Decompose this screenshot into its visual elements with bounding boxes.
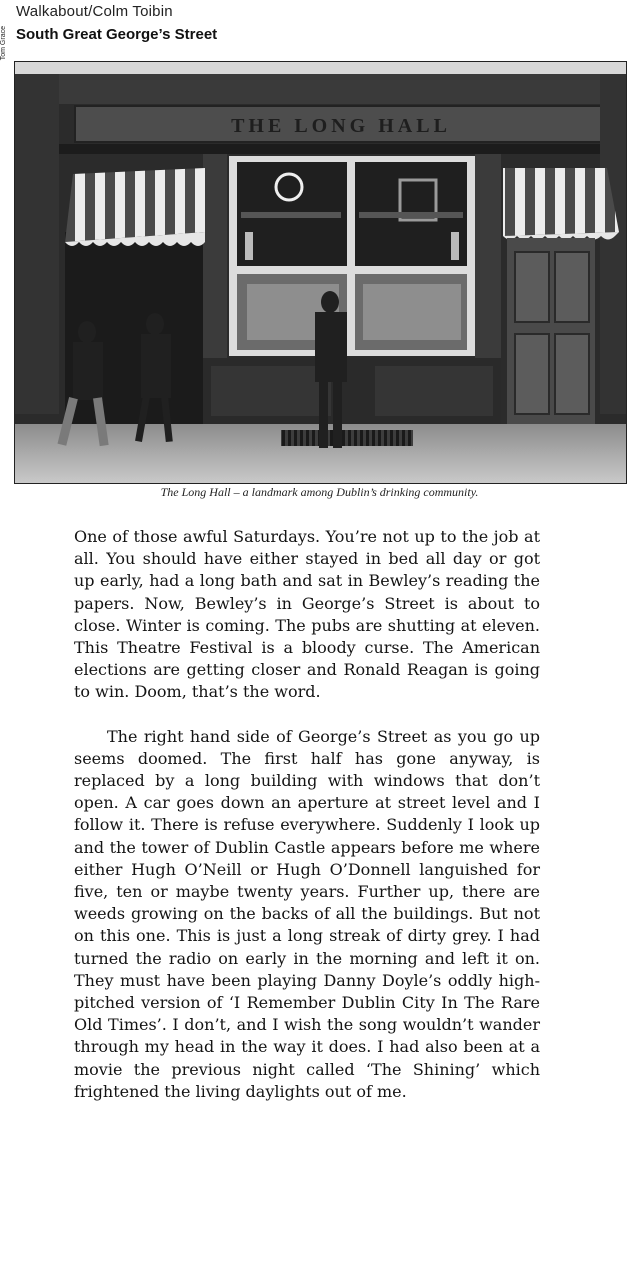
article-header [16,2,217,44]
photo-credit: Tom Grace [0,26,7,61]
series-title: Walkabout/Colm Toibin [16,3,173,20]
pub-sign: THE LONG HALL [231,115,451,137]
article-paragraph: One of those awful Saturdays. You’re not up to the job at all. You should have either stayed in bed all day or got up early, had a long bath and sat in Bewley’s reading the papers. Now, Bewley’s in George’s Street is about to close. Winter is coming. The pubs are shutting at eleven. This Theatre Festival is a bloody curse. The American elections are getting closer and Ronald Reagan is going to win. Doom, that’s the word. [74,527,540,702]
photo-caption: The Long Hall – a landmark among Dublin’s drinking community. [160,485,479,499]
pub-photograph [14,61,627,484]
article-paragraph: The right hand side of George’s Street as you go up seems doomed. The first half has gone anyway, is replaced by a long building with windows that don’t open. A car goes down an aperture at street level and I follow it. There is refuse everywhere. Suddenly I look up and the tower of Dublin Castle appears before me where either Hugh O’Neill or Hugh O’Donnell languished for five, ten or maybe twenty years. Further up, there are weeds growing on the backs of all the buildings. But not on this one. This is just a long streak of dirty grey. I had turned the radio on early in the morning and left it on. They must have been playing Danny Doyle’s oddly high-pitched version of ‘I Remember Dublin City In The Rare Old Times’. I don’t, and I wish the song wouldn’t wander through my head in the way it does. I had also been at a movie the previous night called ‘The Shining’ which frightened the living daylights out of me. [74,726,540,1101]
article-headline: South Great George’s Street [16,26,218,43]
article-body [74,526,540,1103]
